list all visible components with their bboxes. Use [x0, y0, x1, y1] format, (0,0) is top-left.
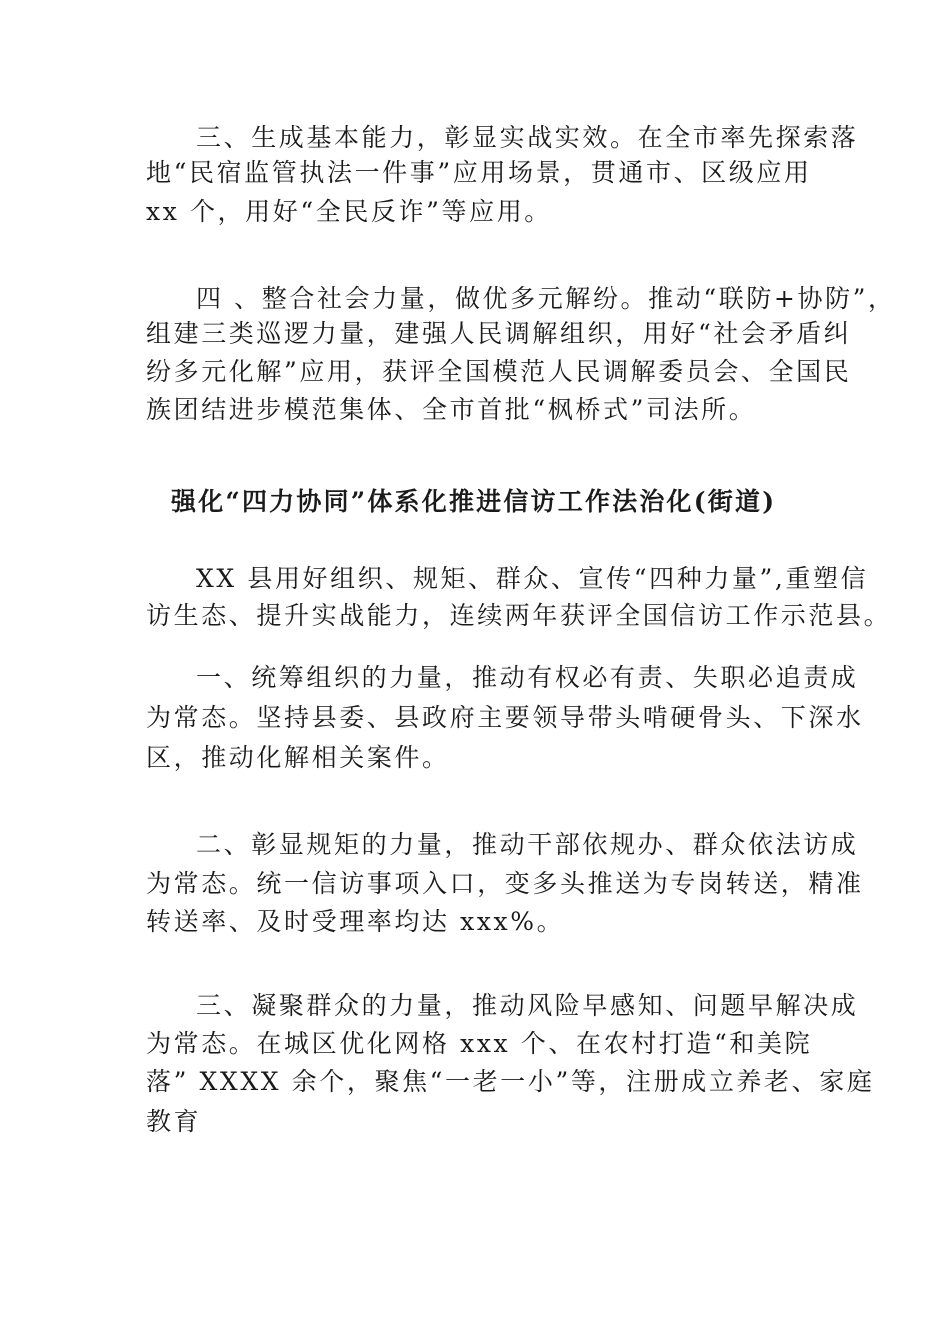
paragraph-3-line-2: 为常态。在城区优化网格 xxx 个、在农村打造“和美院	[146, 1029, 813, 1058]
intro-line-2: 访生态、提升实战能力，连续两年获评全国信访工作示范县。	[146, 601, 892, 630]
section-4-line-1: 四 、整合社会力量，做优多元解纷。推动“联防+协防”，	[196, 284, 896, 313]
paragraph-1-line-2: 为常态。坚持县委、县政府主要领导带头啃硬骨头、下深水	[146, 703, 864, 732]
section-3-line-2: 地“民宿监管执法一件事”应用场景，贯通市、区级应用	[146, 158, 812, 187]
paragraph-3-line-1: 三、凝聚群众的力量，推动风险早感知、问题早解决成	[196, 991, 859, 1020]
section-3-line-1: 三、生成基本能力，彰显实战实效。在全市率先探索落	[196, 123, 859, 152]
paragraph-1-line-3: 区，推动化解相关案件。	[146, 743, 450, 772]
paragraph-1-line-1: 一、统筹组织的力量，推动有权必有责、失职必追责成	[196, 663, 859, 692]
paragraph-2-line-3: 转送率、及时受理率均达 xxx%。	[146, 907, 565, 936]
paragraph-3-line-4: 教育	[146, 1107, 202, 1136]
paragraph-2-line-1: 二、彰显规矩的力量，推动干部依规办、群众依法访成	[196, 830, 859, 859]
section-4-line-3: 纷多元化解”应用，获评全国模范人民调解委员会、全国民	[146, 357, 852, 386]
paragraph-3-line-3: 落” XXXX 余个，聚焦“一老一小”等，注册成立养老、家庭	[146, 1067, 875, 1096]
intro-line-1: XX 县用好组织、规矩、群众、宣传“四种力量”,重塑信	[196, 564, 869, 593]
section-4-line-4: 族团结进步模范集体、全市首批“枫桥式”司法所。	[146, 395, 757, 424]
section-3-line-3: xx 个，用好“全民反诈”等应用。	[146, 197, 552, 226]
article-title: 强化“四力协同”体系化推进信访工作法治化(街道)	[171, 487, 777, 516]
section-4-line-2: 组建三类巡逻力量，建强人民调解组织，用好“社会矛盾纠	[146, 319, 852, 348]
paragraph-2-line-2: 为常态。统一信访事项入口，变多头推送为专岗转送，精准	[146, 869, 864, 898]
